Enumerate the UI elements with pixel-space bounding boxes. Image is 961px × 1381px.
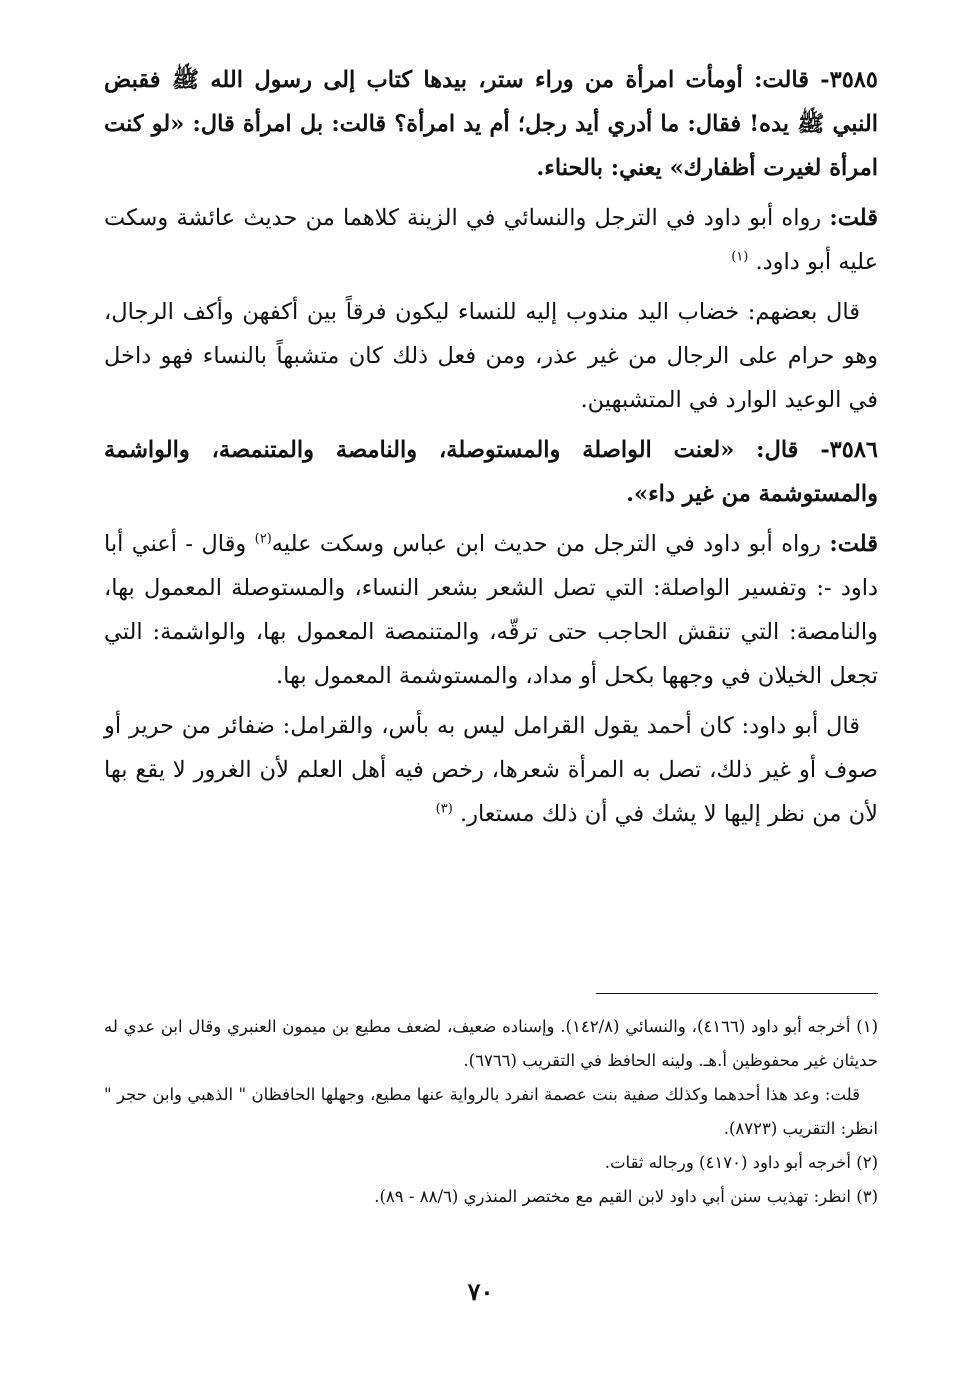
footnote-1-continued: قلت: وعد هذا أحدهما وكذلك صفية بنت عصمة انفرد بالرواية عنها مطيع، وجهلها الحافظان " الذهبي وابن حجر " انظر: التقريب (٨٧٢٣). xyxy=(104,1085,878,1138)
comment-label: قلت: xyxy=(829,205,879,231)
comment-3585 xyxy=(104,196,878,284)
page-number: ٧٠ xyxy=(467,1277,494,1306)
abu-dawud-note xyxy=(104,704,878,836)
explanation-paragraph xyxy=(104,290,878,422)
footnote-3: (٣) انظر: تهذيب سنن أبي داود لابن القيم مع مختصر المنذري (٨٨/٦ - ٨٩). xyxy=(374,1187,878,1206)
comment-text: رواه أبو داود في الترجل من حديث ابن عباس وسكت عليه xyxy=(271,531,821,557)
page-body xyxy=(104,58,878,842)
hadith-3586 xyxy=(104,428,878,516)
hadith-text: قالت: أومأت امرأة من وراء ستر، بيدها كتاب إلى رسول الله ﷺ فقبض النبي ﷺ يده! فقال: ما أدري أيد رجل؛ أم يد امرأة؟ قالت: بل امرأة قال: «لو كنت امرأة لغيرت أظفارك» يعني: بالحناء. xyxy=(104,67,878,181)
comment-text: رواه أبو داود في الترجل والنسائي في الزينة كلاهما من حديث عائشة وسكت عليه أبو داود. xyxy=(104,205,878,275)
hadith-text: قال: «لعنت الواصلة والمستوصلة، والنامصة والمتنمصة، والواشمة والمستوشمة من غير داء». xyxy=(104,437,878,507)
abu-dawud-text: قال أبو داود: كان أحمد يقول القرامل ليس به بأس، والقرامل: ضفائر من حرير أو صوف أو غير ذلك، تصل به المرأة شعرها، رخص فيه أهل العلم لأن الغرور لا يقع بها لأن من نظر إليها لا يشك في أن ذلك مستعار. xyxy=(104,713,878,827)
footnote-divider xyxy=(596,993,878,994)
comment-text-continued: وقال - أعني أبا داود -: وتفسير الواصلة: التي تصل الشعر بشعر النساء، والمستوصلة المعمول بها، والنامصة: التي تنقش الحاجب حتى ترقّه، والمتنمصة المعمول بها، والواشمة: التي تجعل الخيلان في وجهها بكحل أو مداد، والمستوشمة المعمول بها. xyxy=(104,531,878,689)
hadith-number: ٣٥٨٦- xyxy=(820,437,879,463)
footnote-2: (٢) أخرجه أبو داود (٤١٧٠) ورجاله ثقات. xyxy=(604,1153,878,1172)
footnote-ref: (٢) xyxy=(254,531,272,547)
footnote-ref: (٣) xyxy=(435,801,453,817)
comment-label: قلت: xyxy=(829,531,878,557)
explanation-text: قال بعضهم: خضاب اليد مندوب إليه للنساء ليكون فرقاً بين أكفهن وأكف الرجال، وهو حرام على الرجال من غير عذر، ومن فعل ذلك كان متشبهاً بالنساء فهو داخل في الوعيد الوارد في المتشبهين. xyxy=(104,299,878,413)
hadith-number: ٣٥٨٥- xyxy=(820,67,878,93)
comment-3586 xyxy=(104,522,878,698)
footnote-1: (١) أخرجه أبو داود (٤١٦٦)، والنسائي (١٤٢/٨). وإسناده ضعيف، لضعف مطيع بن ميمون العنبري وقال ابن عدي له حديثان غير محفوظين أ.هـ. ولينه الحافظ في التقريب (٦٧٦٦). xyxy=(104,1017,878,1070)
hadith-3585 xyxy=(104,58,878,190)
footnotes-section xyxy=(104,1010,878,1214)
footnote-ref: (١) xyxy=(731,249,749,265)
